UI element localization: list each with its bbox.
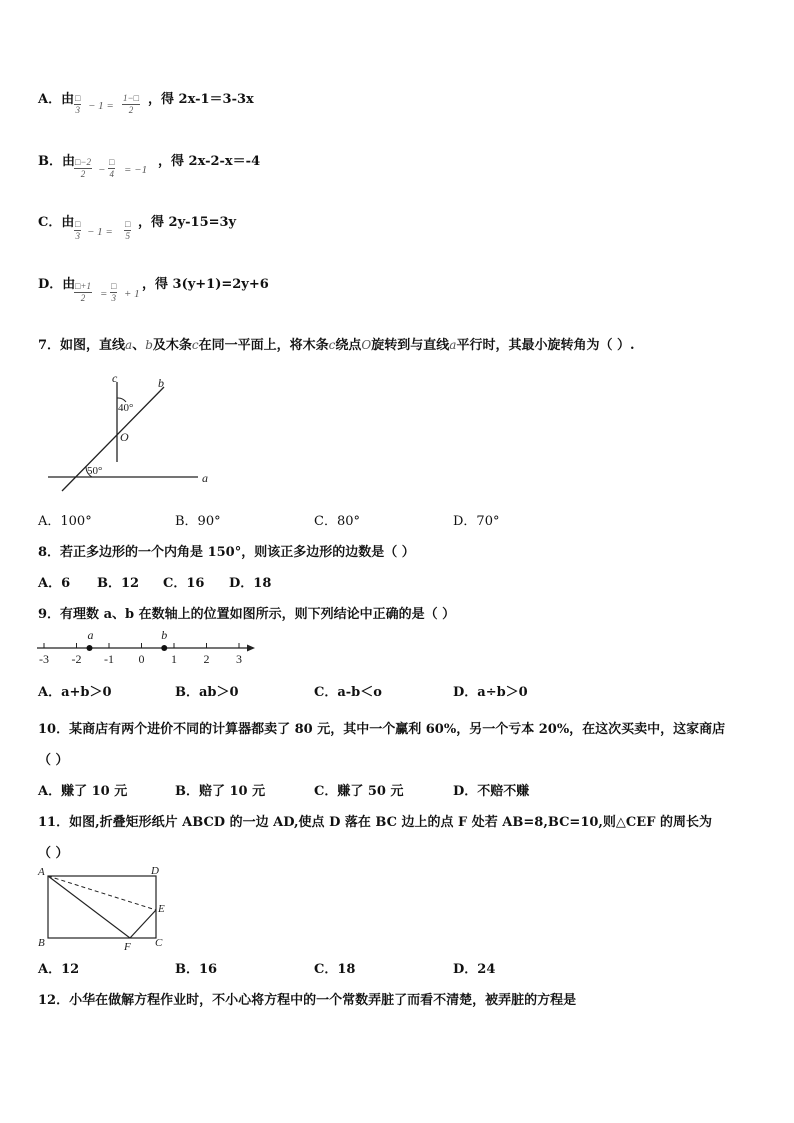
- q7-option-d[interactable]: D．70°: [453, 514, 500, 529]
- label-B: B: [38, 937, 45, 949]
- q10-stem: 10．某商店有两个进价不同的计算器都卖了 80 元，其中一个赢利 60%，另一个亏本 20%，在这次买卖中，这家商店: [38, 722, 726, 737]
- label-a: a: [202, 471, 208, 485]
- q8-stem: 8．若正多边形的一个内角是 150°，则该正多边形的边数是（ ）: [38, 545, 415, 560]
- fold-fe: [130, 910, 156, 938]
- q10-option-d[interactable]: D．不赔不赚: [453, 784, 530, 799]
- q6-a-label: A．由: [38, 92, 75, 107]
- q9-option-a[interactable]: A．a+b＞0: [38, 685, 112, 700]
- tick-label: -3: [39, 652, 49, 666]
- q11-option-a[interactable]: A．12: [38, 962, 80, 977]
- q6-b-result: ，得 2x-2-x＝-4: [158, 154, 261, 169]
- point-a: [87, 645, 93, 651]
- q9-option-c[interactable]: C．a-b＜o: [314, 685, 382, 700]
- q8-option-b[interactable]: B．12: [97, 576, 140, 591]
- label-b: b: [161, 628, 168, 642]
- axis-arrow: [247, 645, 255, 652]
- q11-figure: [34, 862, 174, 952]
- label-c: c: [112, 371, 118, 385]
- q6-c-result: ，得 2y-15=3y: [138, 215, 237, 230]
- tick-label: -1: [104, 652, 114, 666]
- label-b: b: [158, 376, 164, 390]
- q7-option-a[interactable]: A．100°: [38, 514, 92, 529]
- label-a: a: [87, 628, 94, 642]
- q6-b-op: −: [98, 164, 106, 176]
- q9-number-line: [33, 626, 258, 670]
- q6-d-plus: + 1: [124, 288, 140, 300]
- q6-b-frac1: $\frac{□-2}{2}$: [75, 157, 92, 179]
- q8-option-a[interactable]: A．6: [38, 576, 71, 591]
- q6-c-op: − 1 =: [87, 226, 113, 238]
- angle-40: 40°: [118, 402, 134, 414]
- q9-stem: 9．有理数 a、b 在数轴上的位置如图所示，则下列结论中正确的是（ ）: [38, 607, 456, 622]
- label-o: O: [120, 430, 129, 444]
- crease-ae: [48, 876, 156, 910]
- q7-stem: 7．如图，直线a、b及木条c在同一平面上，将木条c绕点O旋转到与直线a平行时，其最小旋转角为（ ）.: [38, 338, 635, 353]
- point-b: [161, 645, 167, 651]
- q6-d-eq: =: [100, 288, 108, 300]
- q6-a-frac2: $\frac{1-□}{2}$: [123, 93, 140, 115]
- q11-option-c[interactable]: C．18: [314, 962, 356, 977]
- tick-label: 3: [236, 652, 242, 666]
- q10-stem-paren: （ ）: [38, 753, 69, 768]
- q11-option-b[interactable]: B．16: [175, 962, 218, 977]
- q6-d-label: D．由: [38, 277, 76, 292]
- q11-stem: 11．如图,折叠矩形纸片 ABCD 的一边 AD,使点 D 落在 BC 边上的点 F 处若 AB=8,BC=10,则△CEF 的周长为: [38, 815, 712, 830]
- q6-a-op: − 1 =: [88, 100, 114, 112]
- q10-option-b[interactable]: B．赔了 10 元: [175, 784, 266, 799]
- tick-label: 2: [203, 652, 210, 666]
- q12-stem: 12．小华在做解方程作业时，不小心将方程中的一个常数弄脏了而看不清楚，被弄脏的方程是: [38, 993, 577, 1008]
- q9-option-b[interactable]: B．ab＞0: [175, 685, 239, 700]
- q7-option-b[interactable]: B．90°: [175, 514, 221, 529]
- q6-b-frac2: □ 4: [109, 157, 115, 179]
- fold-af: [48, 876, 130, 938]
- label-D: D: [151, 865, 159, 877]
- line-b: [62, 387, 164, 491]
- q8-option-c[interactable]: C．16: [163, 576, 205, 591]
- tick-label: 0: [138, 652, 145, 666]
- q9-option-d[interactable]: D．a÷b＞0: [453, 685, 528, 700]
- q6-d-frac1: $\frac{□+1}{2}$: [75, 281, 92, 303]
- q11-option-d[interactable]: D．24: [453, 962, 496, 977]
- q6-c-frac1: □ 3: [75, 219, 81, 241]
- q6-b-label: B．由: [38, 154, 75, 169]
- angle-50: 50°: [87, 465, 103, 477]
- q6-d-frac2: □ 3: [111, 281, 117, 303]
- q11-stem-paren: （ ）: [38, 846, 69, 861]
- tick-label: -2: [71, 652, 82, 666]
- q7-option-c[interactable]: C．80°: [314, 514, 360, 529]
- q6-a-result: ，得 2x-1＝3-3x: [148, 92, 254, 107]
- rectangle-abcd: [48, 876, 156, 938]
- q8-option-d[interactable]: D．18: [229, 576, 272, 591]
- q6-a-frac1: □ 3: [75, 93, 81, 115]
- label-A: A: [38, 866, 45, 878]
- q6-c-frac2: □ 5: [125, 219, 131, 241]
- label-C: C: [155, 937, 163, 949]
- q6-c-label: C．由: [38, 215, 75, 230]
- q10-option-a[interactable]: A．赚了 10 元: [38, 784, 128, 799]
- q10-option-c[interactable]: C．赚了 50 元: [314, 784, 404, 799]
- q6-b-eq: = −1: [124, 164, 148, 176]
- q6-d-result: ，得 3(y+1)=2y+6: [142, 277, 269, 292]
- label-F: F: [124, 941, 131, 952]
- label-E: E: [158, 903, 165, 915]
- q7-figure: [40, 370, 230, 495]
- tick-label: 1: [171, 652, 177, 666]
